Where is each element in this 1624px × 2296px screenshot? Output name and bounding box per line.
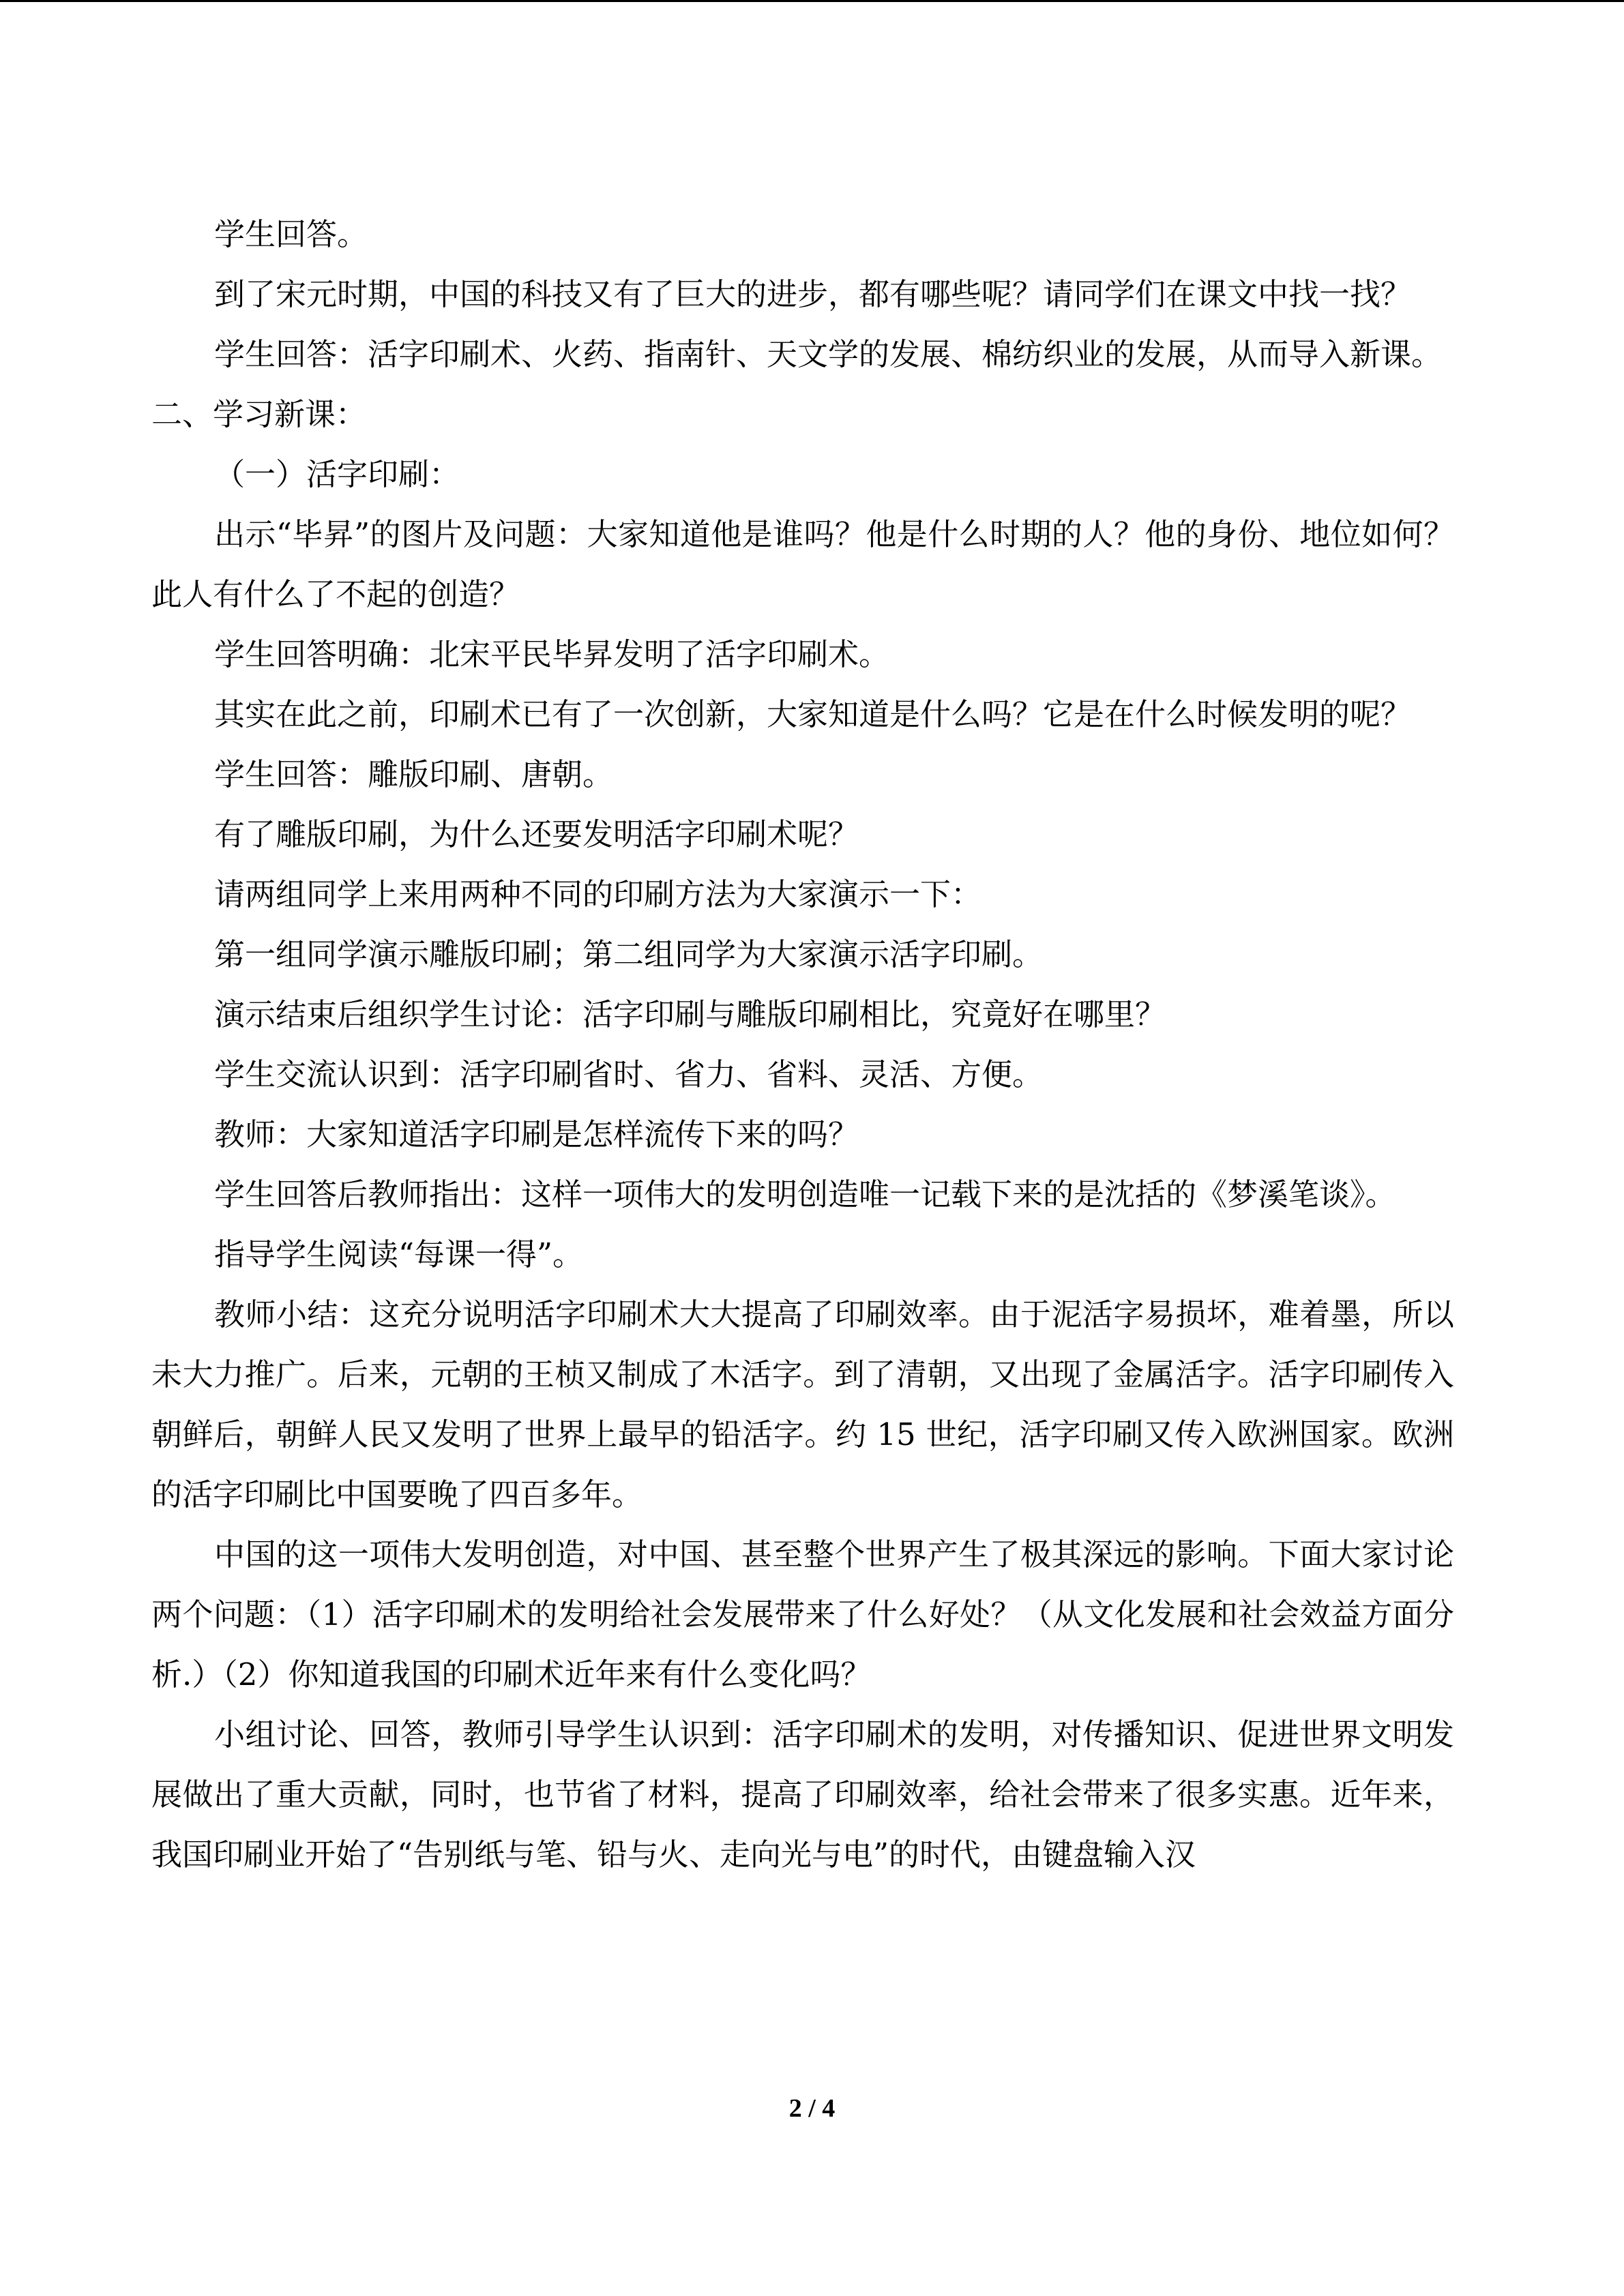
paragraph: 学生回答：活字印刷术、火药、指南针、天文学的发展、棉纺织业的发展，从而导入新课。	[214, 336, 1443, 372]
paragraph: 第一组同学演示雕版印刷；第二组同学为大家演示活字印刷。	[214, 936, 1044, 972]
section-heading: 二、学习新课：	[151, 396, 367, 432]
paragraph: 教师：大家知道活字印刷是怎样流传下来的吗？	[214, 1116, 859, 1152]
paragraph: 中国的这一项伟大发明创造，对中国、甚至整个世界产生了极其深远的影响。下面大家讨论两个问题：（1）活字印刷术的发明给社会发展带来了什么好处？（从文化发展和社会效益方面分析.）（2）你知道我国的印刷术近年来有什么变化吗？	[151, 1536, 1454, 1693]
top-border-line	[0, 0, 1624, 2]
page-number: 2 / 4	[788, 2094, 836, 2123]
subsection-heading: （一）活字印刷：	[214, 456, 460, 492]
body-content	[151, 205, 1454, 1885]
paragraph: 有了雕版印刷，为什么还要发明活字印刷术呢？	[214, 816, 859, 852]
paragraph: 指导学生阅读“每课一得”。	[214, 1236, 584, 1272]
paragraph: 到了宋元时期，中国的科技又有了巨大的进步，都有哪些呢？请同学们在课文中找一找？	[214, 276, 1412, 312]
paragraph: 学生回答明确：北宋平民毕昇发明了活字印刷术。	[214, 636, 890, 672]
paragraph: 演示结束后组织学生讨论：活字印刷与雕版印刷相比，究竟好在哪里？	[214, 996, 1166, 1032]
paragraph: 学生交流认识到：活字印刷省时、省力、省料、灵活、方便。	[214, 1056, 1044, 1092]
paragraph: 出示“毕昇”的图片及问题：大家知道他是谁吗？他是什么时期的人？他的身份、地位如何？此人有什么了不起的创造？	[151, 516, 1454, 612]
paragraph: 请两组同学上来用两种不同的印刷方法为大家演示一下：	[214, 876, 982, 912]
paragraph: 学生回答：雕版印刷、唐朝。	[214, 756, 614, 792]
paragraph: 其实在此之前，印刷术已有了一次创新，大家知道是什么吗？它是在什么时候发明的呢？	[214, 696, 1412, 732]
paragraph: 教师小结：这充分说明活字印刷术大大提高了印刷效率。由于泥活字易损坏，难着墨，所以未大力推广。后来，元朝的王桢又制成了木活字。到了清朝，又出现了金属活字。活字印刷传入朝鲜后，朝鲜人民又发明了世界上最早的铅活字。约 15 世纪，活字印刷又传入欧洲国家。欧洲的活字印刷比中国要晚了四百多年。	[151, 1296, 1454, 1512]
paragraph: 小组讨论、回答，教师引导学生认识到：活字印刷术的发明，对传播知识、促进世界文明发展做出了重大贡献，同时，也节省了材料，提高了印刷效率，给社会带来了很多实惠。近年来，我国印刷业开始了“告别纸与笔、铅与火、走向光与电”的时代，由键盘输入汉	[151, 1716, 1454, 1873]
paragraph: 学生回答。	[214, 216, 368, 252]
paragraph: 学生回答后教师指出：这样一项伟大的发明创造唯一记载下来的是沈括的《梦溪笔谈》。	[214, 1176, 1396, 1212]
